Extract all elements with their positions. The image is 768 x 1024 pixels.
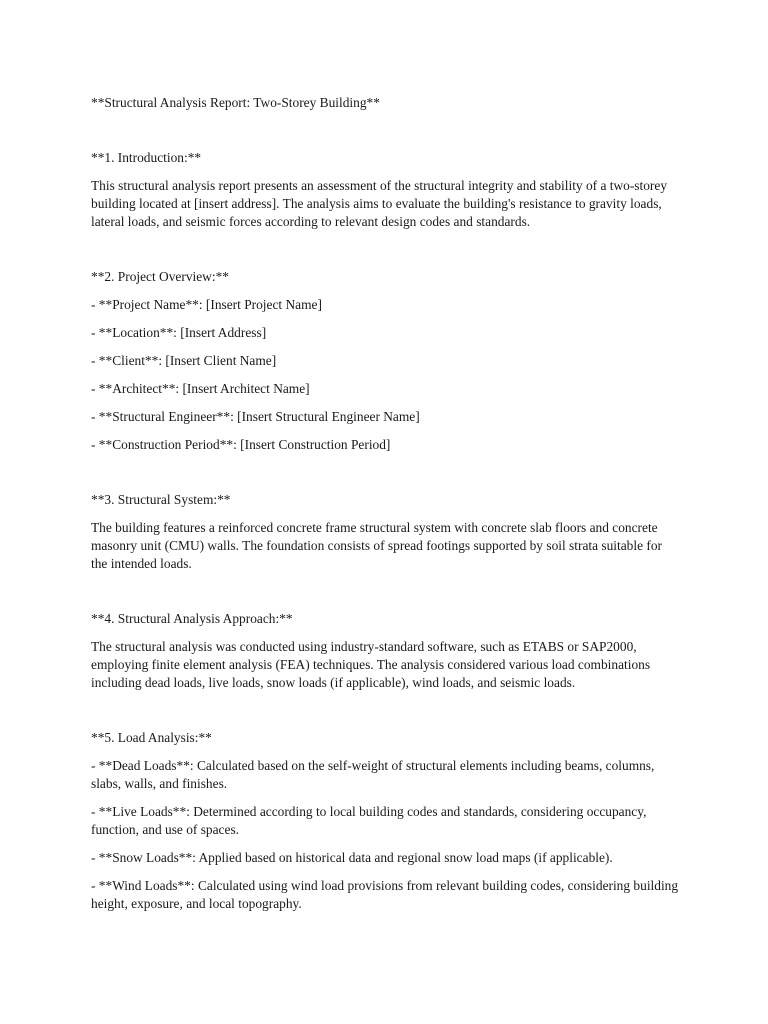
list-item-snow-loads: - **Snow Loads**: Applied based on historical data and regional snow load maps (if applicable).: [91, 850, 613, 865]
section-heading-project-overview: **2. Project Overview:**: [91, 269, 229, 284]
section-heading-load-analysis: **5. Load Analysis:**: [91, 730, 212, 745]
section-heading-structural-system: **3. Structural System:**: [91, 492, 231, 507]
load-analysis-list: [91, 757, 681, 913]
list-item-dead-loads: - **Dead Loads**: Calculated based on the self-weight of structural elements including beams, columns, slabs, walls, and finishes.: [91, 758, 655, 791]
list-item-location: - **Location**: [Insert Address]: [91, 325, 267, 340]
document-body: [91, 94, 681, 913]
list-item-architect: - **Architect**: [Insert Architect Name]: [91, 381, 310, 396]
list-item-client: - **Client**: [Insert Client Name]: [91, 353, 277, 368]
project-overview-list: [91, 296, 681, 454]
list-item-project-name: - **Project Name**: [Insert Project Name]: [91, 297, 322, 312]
document-title: **Structural Analysis Report: Two-Storey Building**: [91, 95, 380, 110]
list-item-wind-loads: - **Wind Loads**: Calculated using wind load provisions from relevant building codes, considering building height, exposure, and local topography.: [91, 878, 679, 911]
section-heading-analysis-approach: **4. Structural Analysis Approach:**: [91, 611, 293, 626]
structural-system-paragraph: The building features a reinforced concrete frame structural system with concrete slab floors and concrete masonry unit (CMU) walls. The foundation consists of spread footings supported by soil strata suitable for the intended loads.: [91, 520, 663, 571]
analysis-approach-paragraph: The structural analysis was conducted using industry-standard software, such as ETABS or SAP2000, employing finite element analysis (FEA) techniques. The analysis considered various load combinations including dead loads, live loads, snow loads (if applicable), wind loads, and seismic loads.: [91, 639, 651, 690]
list-item-live-loads: - **Live Loads**: Determined according to local building codes and standards, considering occupancy, function, and use of spaces.: [91, 804, 647, 837]
introduction-paragraph: This structural analysis report presents an assessment of the structural integrity and stability of a two-storey building located at [insert address]. The analysis aims to evaluate the building's resistance to gravity loads, lateral loads, and seismic forces according to relevant design codes and standards.: [91, 178, 668, 229]
list-item-structural-engineer: - **Structural Engineer**: [Insert Structural Engineer Name]: [91, 409, 420, 424]
section-heading-introduction: **1. Introduction:**: [91, 150, 202, 165]
list-item-construction-period: - **Construction Period**: [Insert Construction Period]: [91, 437, 391, 452]
